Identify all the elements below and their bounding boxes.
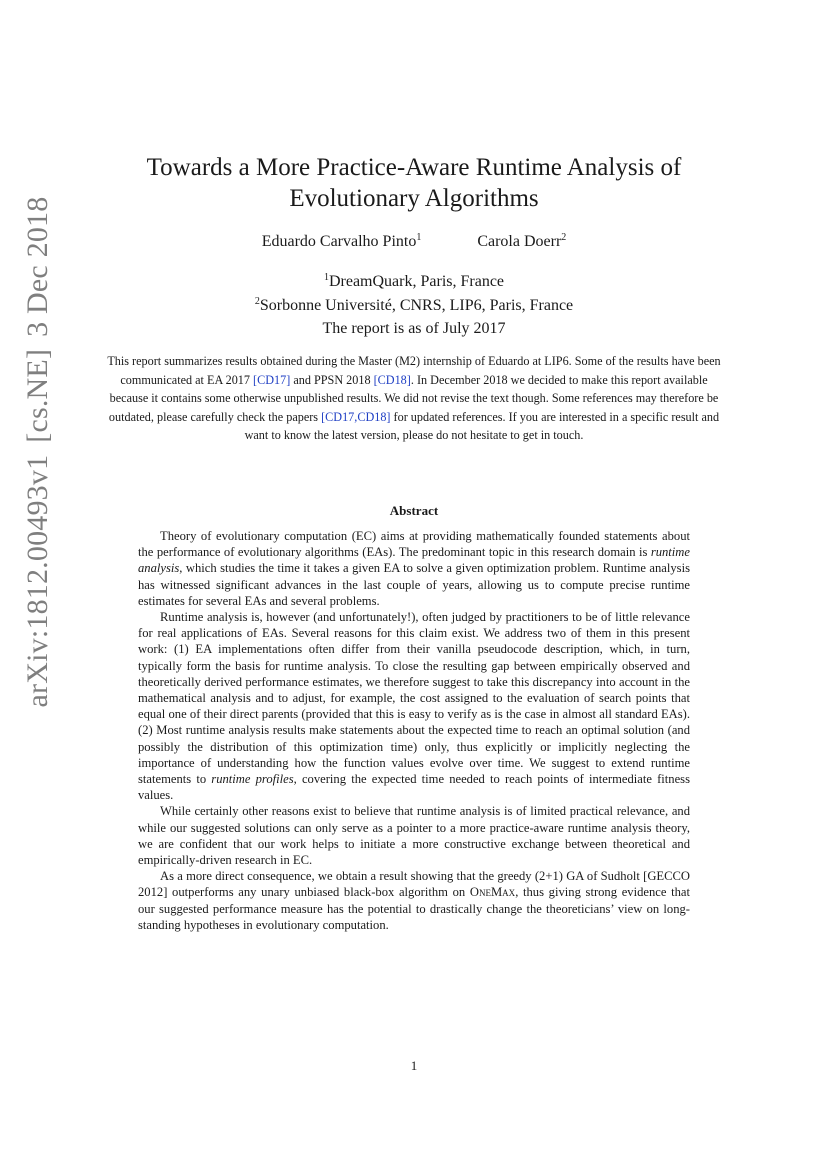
page-number: 1 [410, 1058, 418, 1073]
abstract-paragraph [138, 868, 690, 933]
author-name: Carola Doerr [477, 233, 562, 250]
abstract-text: , which studies the time it takes a given EA to solve a given optimization problem. Runtime analysis has witnessed significant advances in the last couple of years, allowing us to compute precise runtime estimates for several EAs and several problems. [138, 561, 690, 608]
note-text: . In December 2018 we decided to make this report available because it contains some otherwise unpublished results. We did not revise the text though. Some references may therefore be outdated, please carefully check the papers [108, 372, 719, 424]
citation-link[interactable]: [CD17] [253, 372, 291, 387]
citation-link[interactable]: [CD17,CD18] [321, 409, 391, 424]
note-text: This report summarizes results obtained during the Master (M2) internship of Eduardo at LIP6. Some of the results have been communicated at EA 2017 [107, 354, 721, 387]
abstract-heading: Abstract [389, 503, 439, 518]
paper-title [0, 152, 828, 214]
arxiv-date: 3 Dec 2018 [21, 196, 54, 337]
abstract-text: Runtime analysis is, however (and unfortunately!), often judged by practitioners to be of little relevance for real applications of EAs. Several reasons for this claim exist. We address two of them in this present work: (1) EA implementations often differ from their vanilla pseudocode description, which, in turn, typically form the basis for runtime analysis. To close the resulting gap between empirically observed and theoretically derived performance estimates, we therefore suggest to take this discrepancy into account in the mathematical analysis and to adjust, for example, the cost assigned to the evaluation of search points that equal one of their direct parents (provided that this is easy to verify as is the case in almost all standard EAs). (2) Most runtime analysis results make statements about the expected time to reach an optimal solution (and possibly the distribution of this optimization time) only, thus explicitly or implicitly neglecting the importance of understanding how the function values evolve over time. We suggest to extend runtime statements to [138, 610, 690, 787]
abstract-paragraph [138, 528, 690, 609]
abstract-emphasis: runtime analysis [138, 545, 690, 576]
note-text: and PPSN 2018 [290, 372, 374, 387]
affiliation-2 [0, 292, 828, 316]
author-affil-mark: 1 [416, 232, 422, 243]
title-line-2: Evolutionary Algorithms [289, 185, 539, 212]
abstract-smallcaps: OneMax [469, 885, 516, 900]
arxiv-category: [cs.NE] [21, 348, 54, 443]
abstract-paragraph: While certainly other reasons exist to believe that runtime analysis is of limited practical relevance, and while our suggested solutions can only serve as a pointer to a more practice-aware runtime analysis theory, we are confident that our work helps to initiate a more constructive exchange between theoretical and empirically-driven research in EC. [138, 804, 690, 868]
affiliations [0, 268, 828, 316]
abstract-text: , covering the expected time needed to reach points of intermediate fitness values. [138, 772, 690, 803]
note-text: for updated references. If you are interested in a specific result and want to know the latest version, please do not hesitate to get in touch. [244, 409, 720, 443]
author-affil-mark: 2 [561, 232, 567, 243]
affil-text: Sorbonne Université, CNRS, LIP6, Paris, France [259, 297, 574, 314]
title-line-1: Towards a More Practice-Aware Runtime Analysis of [146, 154, 682, 181]
report-note [102, 352, 726, 445]
abstract-text: Theory of evolutionary computation (EC) aims at providing mathematically founded statements about the performance of evolutionary algorithms (EAs). The predominant topic in this research domain is [138, 529, 690, 560]
abstract-body [138, 528, 690, 933]
abstract-text: As a more direct consequence, we obtain a result showing that the greedy (2+1) GA of Sudholt [GECCO 2012] outperforms any unary unbiased black-box algorithm on [138, 869, 690, 900]
author-list [0, 232, 828, 251]
abstract-text: , thus giving strong evidence that our suggested performance measure has the potential to drastically change the theoreticians’ view on long-standing hypotheses in evolutionary computation. [138, 885, 691, 932]
abstract-paragraph [138, 609, 690, 803]
affil-text: DreamQuark, Paris, France [328, 273, 505, 290]
author-name: Eduardo Carvalho Pinto [261, 233, 417, 250]
author-1 [262, 232, 422, 251]
abstract-emphasis: runtime profiles [211, 772, 294, 787]
affiliation-1 [0, 268, 828, 292]
report-date: The report is as of July 2017 [322, 320, 506, 337]
affil-mark: 1 [323, 272, 329, 283]
affil-mark: 2 [254, 296, 260, 307]
arxiv-id: arXiv:1812.00493v1 [21, 454, 54, 708]
author-2 [477, 232, 566, 251]
citation-link[interactable]: [CD18] [373, 372, 411, 387]
